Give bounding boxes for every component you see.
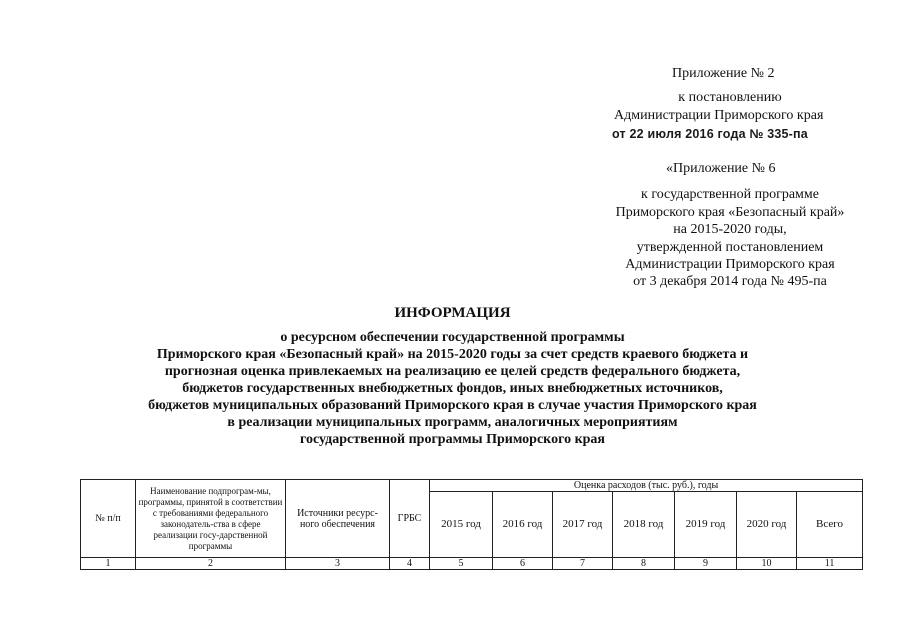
appendix6-title: «Приложение № 6: [666, 161, 776, 176]
col-header-year-2016: 2016 год: [493, 492, 553, 558]
subheading-line-7: государственной программы Приморского края: [300, 432, 605, 447]
col-header-year-2017: 2017 год: [553, 492, 613, 558]
subheading-line-5: бюджетов муниципальных образований Приморского края в случае участия Приморского края: [148, 398, 757, 413]
col-header-year-2020: 2020 год: [737, 492, 797, 558]
col-header-year-2015: 2015 год: [430, 492, 493, 558]
column-number-1: 1: [81, 558, 136, 570]
appendix6-line-3: на 2015-2020 годы,: [673, 222, 787, 237]
subheading-line-3: прогнозная оценка привлекаемых на реализацию ее целей средств федерального бюджета,: [164, 364, 741, 379]
col-header-name: Наименование подпрограм-мы, программы, принятой в соответствии с требованиями федерального законодатель-ства в сфере реализации госу-дарственной программы: [136, 480, 286, 558]
col-header-source: Источники ресурс-ного обеспечения: [286, 480, 390, 558]
column-number-11: 11: [797, 558, 863, 570]
subheading-line-1: о ресурсном обеспечении государственной программы: [280, 330, 625, 345]
appendix6-line-4: утвержденной постановлением: [636, 240, 824, 255]
col-header-number: № п/п: [81, 480, 136, 558]
col-header-year-2019: 2019 год: [675, 492, 737, 558]
appendix6-line-1: к государственной программе: [641, 187, 819, 202]
subheading-line-6: в реализации муниципальных программ, аналогичных мероприятиям: [227, 415, 678, 430]
column-number-10: 10: [737, 558, 797, 570]
resolution-ref: к постановлению: [678, 90, 782, 105]
appendix6-line-5: Администрации Приморского края: [625, 257, 835, 272]
column-number-7: 7: [553, 558, 613, 570]
col-header-grbs: ГРБС: [390, 480, 430, 558]
column-number-2: 2: [136, 558, 286, 570]
col-header-total: Всего: [797, 492, 863, 558]
column-number-4: 4: [390, 558, 430, 570]
administration-name: Администрации Приморского края: [614, 108, 824, 123]
column-number-6: 6: [493, 558, 553, 570]
appendix6-line-2: Приморского края «Безопасный край»: [615, 205, 845, 220]
column-number-3: 3: [286, 558, 390, 570]
column-number-9: 9: [675, 558, 737, 570]
column-number-8: 8: [613, 558, 675, 570]
subheading-line-2: Приморского края «Безопасный край» на 2015-2020 годы за счет средств краевого бюджета и: [156, 347, 749, 362]
subheading-line-4: бюджетов государственных внебюджетных фондов, иных внебюджетных источников,: [182, 381, 723, 396]
column-number-5: 5: [430, 558, 493, 570]
document-heading: ИНФОРМАЦИЯ: [394, 305, 511, 321]
date-number-stamp: от 22 июля 2016 года № 335-па: [612, 127, 808, 141]
col-header-expenses: Оценка расходов (тыс. руб.), годы: [430, 480, 863, 492]
col-header-year-2018: 2018 год: [613, 492, 675, 558]
appendix6-line-6: от 3 декабря 2014 года № 495-па: [633, 274, 827, 289]
appendix-number: Приложение № 2: [672, 66, 775, 81]
resource-table: [80, 479, 863, 570]
